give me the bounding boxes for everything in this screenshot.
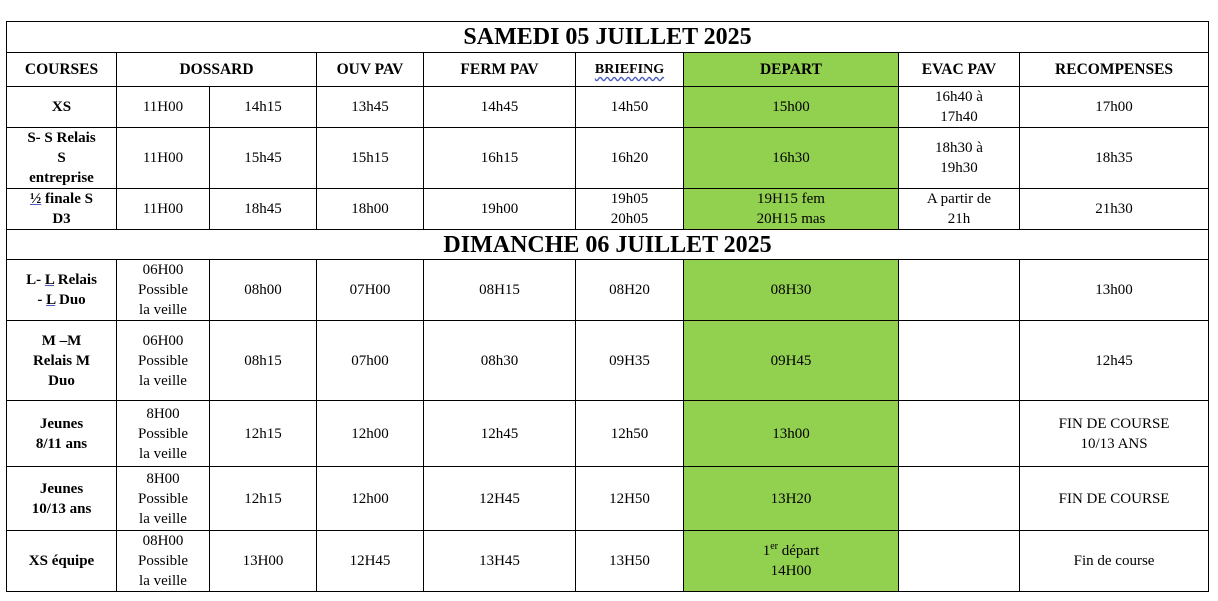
cell-ferm: [424, 467, 576, 531]
cell-line: entreprise: [29, 170, 94, 186]
cell-line: 15h45: [244, 150, 282, 166]
cell-ferm: [424, 321, 576, 401]
cell-line: 8/11 ans: [35, 435, 88, 452]
cell-recomp: [1020, 87, 1209, 128]
cell-line: Duo: [48, 372, 75, 389]
cell-ferm: [424, 260, 576, 321]
header-recompenses: RECOMPENSES: [1020, 53, 1209, 87]
cell-briefing: [576, 401, 684, 467]
cell-course: [7, 401, 117, 467]
cell-course: [7, 260, 117, 321]
table-row: [7, 531, 1209, 592]
cell-course: [7, 531, 117, 592]
cell-line: la veille: [139, 510, 187, 527]
cell-course: [7, 321, 117, 401]
header-briefing: [576, 53, 684, 87]
cell-line: 19h30: [940, 160, 978, 176]
cell-line: Possible: [137, 425, 188, 442]
cell-evac: [899, 467, 1020, 531]
cell-line: 13H20: [770, 490, 812, 507]
cell-line: 12h15: [244, 425, 282, 442]
cell-line: 16h15: [480, 150, 519, 166]
cell-evac: [899, 531, 1020, 592]
cell-line: 11H00: [142, 150, 184, 166]
cell-evac: [899, 321, 1020, 401]
cell-line: S- S Relais: [27, 130, 96, 146]
cell-dossard1: [117, 467, 210, 531]
cell-line: 07H00: [349, 282, 391, 298]
cell-line: FIN DE COURSE: [1058, 415, 1170, 432]
cell-dossard1: [117, 189, 210, 230]
cell-dossard2: [210, 87, 317, 128]
cell-line: ½ finale S: [30, 191, 93, 207]
cell-evac: [899, 128, 1020, 189]
cell-line: Possible: [137, 352, 188, 369]
cell-line: L- L Relais: [26, 272, 97, 288]
cell-depart: [684, 128, 899, 189]
cell-line: 09H45: [770, 352, 812, 369]
cell-dossard2: [210, 260, 317, 321]
cell-line: 18h00: [351, 201, 389, 217]
briefing-label: BRIEFING: [594, 62, 665, 77]
cell-recomp: [1020, 321, 1209, 401]
cell-line: 14h50: [610, 99, 649, 115]
header-evac-pav: EVAC PAV: [899, 53, 1020, 87]
cell-line: 18h30 à: [935, 140, 983, 156]
cell-ferm: [424, 87, 576, 128]
cell-line: 13h00: [772, 425, 810, 442]
cell-line: 08h00: [244, 282, 282, 298]
cell-line: Relais M: [32, 352, 91, 369]
cell-line: 12h50: [610, 425, 649, 442]
cell-line: 08H15: [479, 282, 520, 298]
cell-course: [7, 87, 117, 128]
cell-line: 17h00: [1095, 99, 1133, 115]
cell-recomp: [1020, 467, 1209, 531]
cell-line: la veille: [139, 445, 187, 462]
cell-ouv: [317, 321, 424, 401]
cell-dossard2: [210, 321, 317, 401]
cell-course: [7, 189, 117, 230]
cell-line: 08H30: [770, 282, 812, 298]
cell-ferm: [424, 189, 576, 230]
header-dossard: DOSSARD: [117, 53, 317, 87]
cell-ouv: [317, 401, 424, 467]
cell-dossard2: [210, 401, 317, 467]
cell-dossard2: [210, 467, 317, 531]
cell-line: 13H50: [609, 553, 650, 569]
cell-line: 12h45: [480, 425, 519, 442]
cell-line: A partir de: [926, 191, 992, 207]
cell-depart: [684, 260, 899, 321]
cell-line: 15h00: [772, 99, 810, 115]
cell-recomp: [1020, 128, 1209, 189]
cell-briefing: [576, 189, 684, 230]
cell-course: [7, 467, 117, 531]
cell-line: M –M: [41, 332, 82, 349]
cell-line: - L Duo: [37, 292, 86, 308]
cell-line: 19h05: [610, 191, 649, 207]
cell-line: la veille: [139, 372, 187, 389]
cell-line: 12H45: [349, 553, 391, 569]
cell-line: 12h45: [1095, 352, 1133, 369]
cell-line: 16h30: [772, 150, 810, 166]
cell-dossard2: [210, 128, 317, 189]
cell-line: Possible: [137, 490, 188, 507]
cell-line: 13H00: [242, 553, 284, 569]
table-row: [7, 260, 1209, 321]
cell-depart: [684, 401, 899, 467]
cell-dossard1: [117, 531, 210, 592]
cell-line: 11H00: [142, 201, 184, 217]
cell-line: Jeunes: [39, 480, 84, 497]
cell-ferm: [424, 128, 576, 189]
cell-dossard2: [210, 531, 317, 592]
cell-depart: [684, 321, 899, 401]
cell-recomp: [1020, 189, 1209, 230]
cell-recomp: [1020, 531, 1209, 592]
cell-line: S: [57, 150, 66, 166]
cell-line: XS: [51, 99, 72, 115]
cell-line: 08h15: [244, 352, 282, 369]
cell-line: 21h30: [1095, 201, 1133, 217]
cell-briefing: [576, 321, 684, 401]
cell-line: Possible: [137, 553, 188, 569]
cell-ouv: [317, 260, 424, 321]
cell-line: 15h15: [351, 150, 389, 166]
cell-dossard1: [117, 87, 210, 128]
cell-line: 06H00: [142, 262, 184, 278]
cell-line: Fin de course: [1073, 553, 1155, 569]
cell-line: 16h40 à: [935, 89, 983, 105]
cell-evac: [899, 87, 1020, 128]
header-ferm-pav: FERM PAV: [424, 53, 576, 87]
cell-ferm: [424, 401, 576, 467]
cell-line: 11H00: [142, 99, 184, 115]
cell-ouv: [317, 189, 424, 230]
header-courses: COURSES: [7, 53, 117, 87]
cell-line: la veille: [139, 302, 187, 318]
cell-line: 8H00: [146, 405, 180, 422]
cell-line: 12h00: [351, 425, 389, 442]
cell-depart: [684, 467, 899, 531]
cell-dossard1: [117, 260, 210, 321]
cell-briefing: [576, 531, 684, 592]
cell-dossard2: [210, 189, 317, 230]
cell-briefing: [576, 87, 684, 128]
cell-evac: [899, 260, 1020, 321]
schedule-table: [6, 21, 1209, 592]
cell-line: 08H00: [142, 533, 184, 549]
cell-ouv: [317, 87, 424, 128]
cell-line: Jeunes: [39, 415, 84, 432]
cell-line: 12h15: [244, 490, 282, 507]
cell-line: 18h45: [244, 201, 282, 217]
cell-depart: [684, 189, 899, 230]
cell-course: [7, 128, 117, 189]
cell-dossard1: [117, 401, 210, 467]
cell-line: la veille: [139, 573, 187, 589]
cell-line: 20h05: [610, 211, 649, 227]
table-row: [7, 401, 1209, 467]
cell-depart: [684, 87, 899, 128]
day2-title: DIMANCHE 06 JUILLET 2025: [7, 230, 1209, 260]
cell-depart: [684, 531, 899, 592]
cell-line: 1er départ: [762, 541, 820, 559]
cell-line: 16h20: [610, 150, 649, 166]
cell-line: Possible: [137, 282, 188, 298]
cell-line: 19H15 fem: [757, 191, 825, 207]
header-ouv-pav: OUV PAV: [317, 53, 424, 87]
cell-line: 12h00: [351, 490, 389, 507]
cell-briefing: [576, 467, 684, 531]
cell-line: 21h: [947, 211, 971, 227]
cell-dossard1: [117, 128, 210, 189]
table-row: [7, 321, 1209, 401]
cell-line: 08H20: [609, 282, 650, 298]
header-depart: DEPART: [684, 53, 899, 87]
cell-evac: [899, 189, 1020, 230]
cell-line: 8H00: [146, 470, 180, 487]
cell-line: 13h00: [1095, 282, 1133, 298]
table-row: [7, 87, 1209, 128]
cell-ouv: [317, 531, 424, 592]
day1-title: SAMEDI 05 JUILLET 2025: [7, 22, 1209, 53]
cell-line: 18h35: [1095, 150, 1133, 166]
cell-line: 10/13 ANS: [1080, 435, 1148, 452]
cell-line: FIN DE COURSE: [1058, 490, 1170, 507]
cell-line: 17h40: [940, 109, 978, 125]
cell-briefing: [576, 260, 684, 321]
cell-recomp: [1020, 401, 1209, 467]
table-row: [7, 189, 1209, 230]
cell-ferm: [424, 531, 576, 592]
cell-line: 09H35: [609, 352, 650, 369]
cell-line: 14h45: [480, 99, 519, 115]
cell-line: 13H45: [479, 553, 520, 569]
cell-line: 14H00: [770, 563, 812, 579]
cell-line: 10/13 ans: [31, 500, 92, 517]
cell-line: 12H45: [479, 490, 520, 507]
cell-line: 08h30: [480, 352, 519, 369]
cell-evac: [899, 401, 1020, 467]
cell-dossard1: [117, 321, 210, 401]
cell-line: 13h45: [351, 99, 389, 115]
cell-line: 14h15: [244, 99, 282, 115]
cell-ouv: [317, 128, 424, 189]
cell-line: D3: [52, 211, 71, 227]
cell-line: 12H50: [609, 490, 650, 507]
cell-recomp: [1020, 260, 1209, 321]
cell-briefing: [576, 128, 684, 189]
cell-line: 07h00: [351, 352, 389, 369]
cell-ouv: [317, 467, 424, 531]
cell-line: 19h00: [480, 201, 519, 217]
cell-line: XS équipe: [28, 553, 95, 569]
cell-line: 06H00: [142, 332, 184, 349]
table-row: [7, 128, 1209, 189]
cell-line: 20H15 mas: [756, 211, 826, 227]
table-row: [7, 467, 1209, 531]
